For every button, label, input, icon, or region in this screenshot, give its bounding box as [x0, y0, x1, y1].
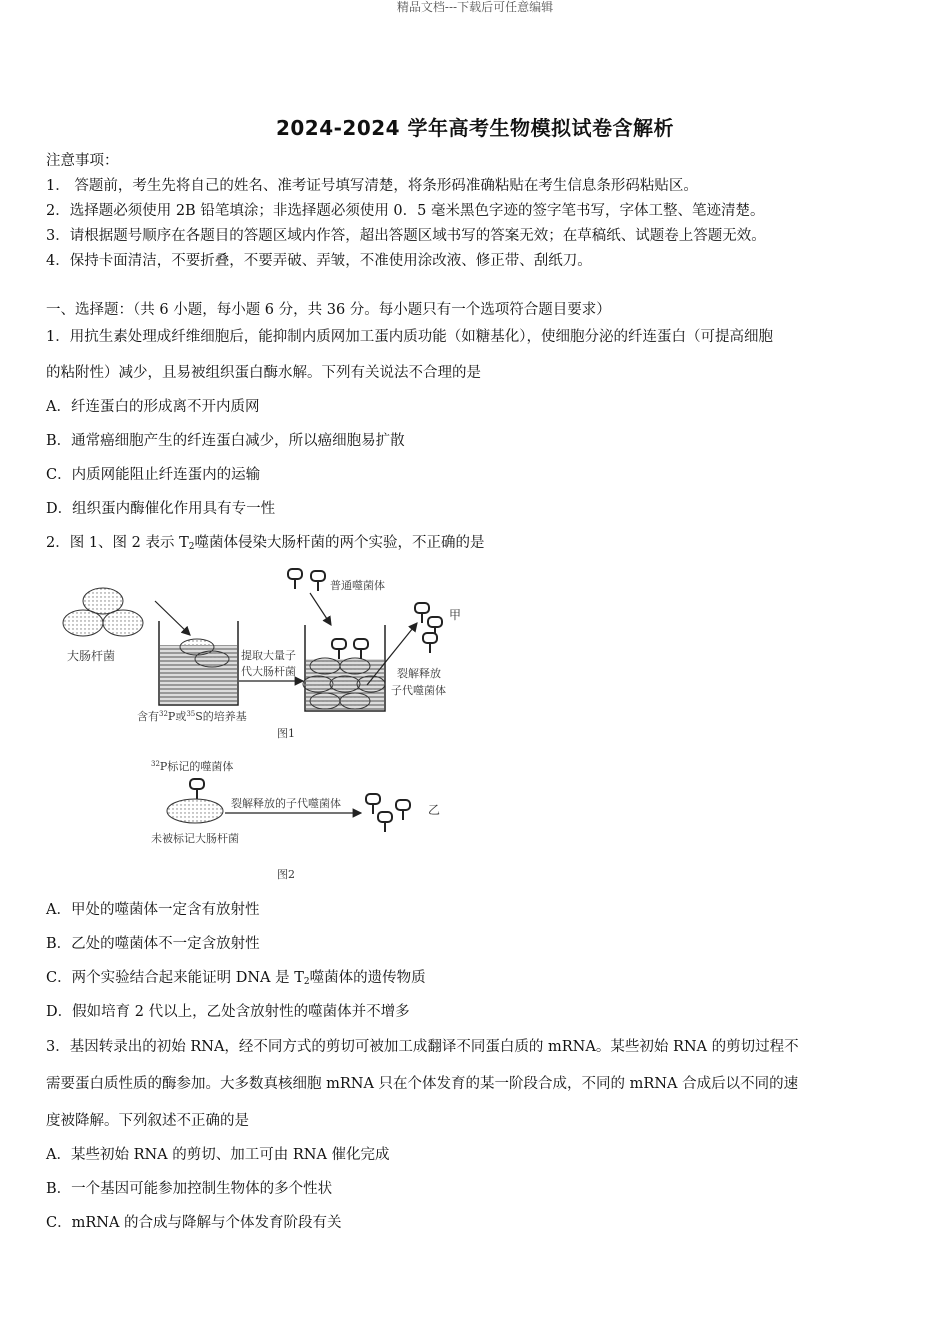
q1-option-b: B．通常癌细胞产生的纤连蛋白减少，所以癌细胞易扩散 [46, 433, 405, 449]
labeled-phage-label: $^{32}$P标记的噬菌体 [151, 760, 234, 773]
q1-option-d: D．组织蛋内酶催化作用具有专一性 [46, 501, 276, 517]
note-item: 4．保持卡面清洁，不要折叠，不要弄破、弄皱，不准使用涂改液、修正带、刮纸刀。 [46, 253, 592, 269]
q1-option-a: A．纤连蛋白的形成离不开内质网 [46, 399, 260, 415]
note-item: 2．选择题必须使用 2B 铅笔填涂；非选择题必须使用 0．5 毫米黑色字迹的签字笔书写，字体工整、笔迹清楚。 [46, 203, 765, 219]
extract-label: 提取大量子 [241, 649, 296, 662]
notes-heading: 注意事项： [46, 153, 119, 169]
q3-option-b: B．一个基因可能参加控制生物体的多个性状 [46, 1181, 333, 1197]
beaker-infected [303, 625, 385, 711]
q1-option-c: C．内质网能阻止纤连蛋内的运输 [46, 467, 261, 483]
phage-icon [288, 569, 302, 589]
q1-stem: 的粘附性）减少，且易被组织蛋白酶水解。下列有关说法不合理的是 [46, 365, 481, 381]
page-header: 精品文档---下载后可任意编辑 [396, 0, 554, 14]
q3-stem: 3．基因转录出的初始 RNA，经不同方式的剪切可被加工成翻译不同蛋白质的 mRNA。某些初始 RNA 的剪切过程不 [46, 1039, 799, 1055]
q2-stem: 2．图 1、图 2 表示 $T_2$噬菌体侵染大肠杆菌的两个实验，不正确的是 [46, 535, 485, 552]
lyse-label: 裂解释放 [397, 667, 441, 680]
fig2-caption: 图2 [277, 868, 295, 881]
q3-option-c: C．mRNA 的合成与降解与个体发育阶段有关 [46, 1215, 342, 1231]
arrow [155, 601, 190, 635]
q2-option-b: B．乙处的噬菌体不一定含放射性 [46, 936, 260, 952]
fig1-caption: 图1 [277, 727, 295, 740]
extract-label: 代大肠杆菌 [241, 665, 296, 678]
page-title: 2024-2024 学年高考生物模拟试卷含解析 [275, 116, 675, 140]
phage-icon [415, 603, 429, 623]
phage-icon [423, 633, 437, 653]
q1-stem: 1．用抗生素处理成纤维细胞后，能抑制内质网加工蛋内质功能（如糖基化），使细胞分泌的纤连蛋白（可提高细胞 [46, 329, 773, 345]
section-heading: 一、选择题：（共 6 小题，每小题 6 分，共 36 分。每小题只有一个选项符合题目要求） [46, 302, 611, 318]
unlabeled-ecoli-label: 未被标记大肠杆菌 [151, 832, 239, 845]
medium-label: 含有$^{32}$P或$^{35}$S的培养基 [137, 710, 247, 723]
note-item: 3．请根据题号顺序在各题目的答题区域内作答，超出答题区域书写的答案无效；在草稿纸、试题卷上答题无效。 [46, 228, 766, 244]
note-item: 1． 答题前，考生先将自己的姓名、准考证号填写清楚，将条形码准确粘贴在考生信息条形码粘贴区。 [46, 178, 698, 194]
phage-icon [311, 571, 325, 591]
ecoli-cluster [63, 588, 143, 636]
label-yi: 乙 [428, 803, 441, 817]
phage-icon [378, 812, 392, 832]
arrow [310, 593, 331, 625]
q3-stem: 需要蛋白质性质的酶参加。大多数真核细胞 mRNA 只在个体发育的某一阶段合成，不同的 mRNA 合成后以不同的速 [46, 1076, 799, 1092]
ecoli-cell [167, 799, 223, 823]
normal-phage-label: 普通噬菌体 [330, 579, 385, 592]
lyse-label: 子代噬菌体 [391, 684, 446, 697]
q2-option-d: D．假如培育 2 代以上，乙处含放射性的噬菌体并不增多 [46, 1004, 410, 1020]
q3-option-a: A．某些初始 RNA 的剪切、加工可由 RNA 催化完成 [46, 1147, 390, 1163]
q2-option-a: A．甲处的噬菌体一定含有放射性 [46, 902, 260, 918]
label-jia: 甲 [449, 608, 462, 622]
phage-icon [190, 779, 204, 799]
beaker-medium [159, 621, 238, 705]
q3-stem: 度被降解。下列叙述不正确的是 [46, 1113, 249, 1129]
ecoli-label: 大肠杆菌 [67, 649, 116, 663]
phage-icon [366, 794, 380, 814]
q2-option-c: C．两个实验结合起来能证明 DNA 是 $T_2$噬菌体的遗传物质 [46, 970, 426, 987]
phage-infection-figure [55, 563, 465, 883]
lyse-release-label: 裂解释放的子代噬菌体 [231, 797, 341, 810]
phage-icon [396, 800, 410, 820]
